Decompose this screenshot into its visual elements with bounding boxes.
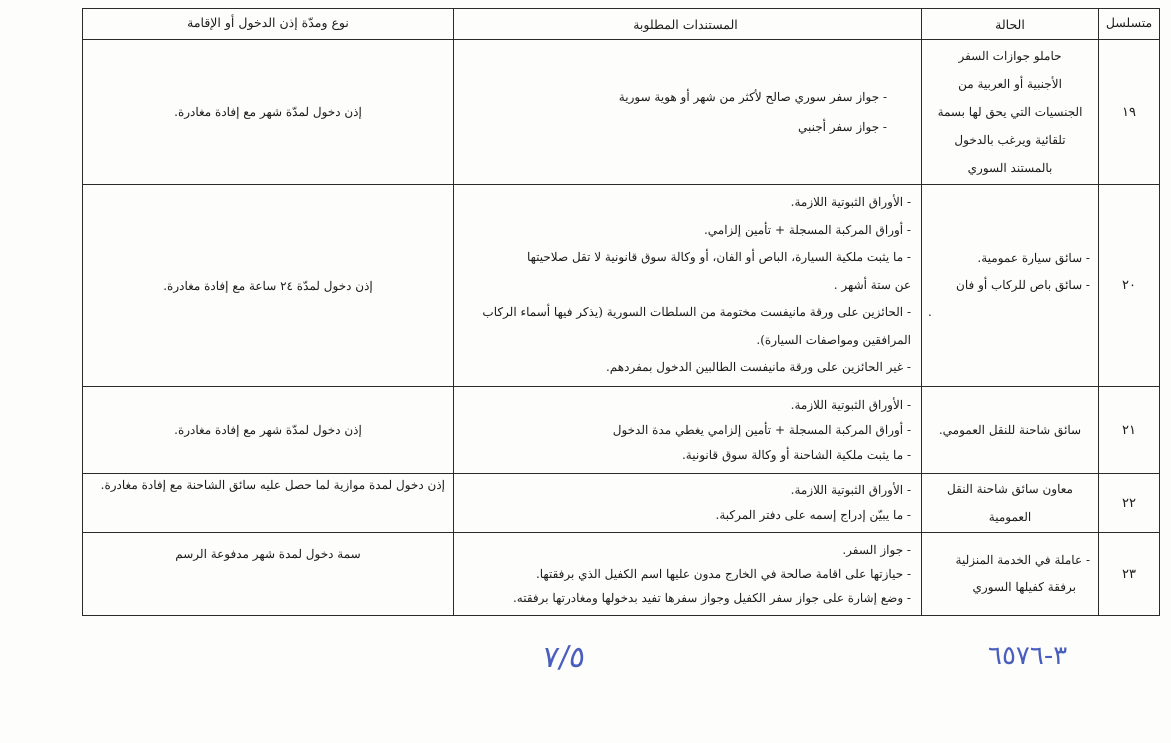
document-item: - ما يثبت ملكية الشاحنة أو وكالة سوق قانونية. <box>681 447 911 462</box>
table-row <box>83 474 1160 533</box>
row-documents <box>454 185 922 387</box>
document-item: - الأوراق الثبوتية اللازمة. <box>790 195 911 210</box>
row-serial: ٢٠ <box>1099 185 1160 387</box>
row-permit: إذن دخول لمدة موازية لما حصل عليه سائق الشاحنة مع إفادة مغادرة. <box>83 474 454 533</box>
row-permit: سمة دخول لمدة شهر مدفوعة الرسم <box>83 533 454 616</box>
row-case <box>922 185 1099 387</box>
case-line: بالمستند السوري <box>967 161 1053 175</box>
document-item: - وضع إشارة على جواز سفر الكفيل وجواز سفرها تفيد بدخولها ومغادرتها برفقته. <box>512 591 911 605</box>
document-item: - الأوراق الثبوتية اللازمة. <box>790 483 911 497</box>
row-documents <box>454 387 922 474</box>
case-line: - سائق سيارة عمومية. <box>977 251 1090 265</box>
document-item: المرافقين ومواصفات السيارة). <box>756 332 911 347</box>
handwritten-note-left: ٧/٥ <box>540 640 588 675</box>
document-item: - جواز السفر. <box>842 543 911 557</box>
document-item: - ما يثبت ملكية السيارة، الباص أو الفان، أو وكالة سوق قانونية لا تقل صلاحيتها <box>526 250 911 265</box>
row-serial: ١٩ <box>1099 40 1160 185</box>
document-item: - ما يبيّن إدراج إسمه على دفتر المركبة. <box>715 508 911 522</box>
table-row <box>83 533 1160 616</box>
document-item: - الحائزين على ورقة مانيفست مختومة من السلطات السورية (يذكر فيها أسماء الركاب <box>482 305 911 320</box>
header-documents: المستندات المطلوبة <box>454 9 922 40</box>
header-permit-type: نوع ومدّة إذن الدخول أو الإقامة <box>83 9 454 40</box>
document-item: - جواز سفر أجنبي <box>798 120 887 134</box>
header-case: الحالة <box>922 9 1099 40</box>
table-row <box>83 40 1160 185</box>
document-item: - جواز سفر سوري صالح لأكثر من شهر أو هوية سورية <box>618 90 887 104</box>
case-line: العمومية <box>988 510 1032 524</box>
row-case <box>922 40 1099 185</box>
case-line: . <box>928 305 932 319</box>
handwritten-note-right: ٣-٦٥٧٦ <box>988 641 1068 671</box>
table-header-row <box>83 9 1160 40</box>
row-permit: إذن دخول لمدّة شهر مع إفادة مغادرة. <box>83 40 454 185</box>
row-serial: ٢٢ <box>1099 474 1160 533</box>
case-line: تلقائية ويرغب بالدخول <box>954 133 1066 147</box>
row-case <box>922 474 1099 533</box>
case-line: معاون سائق شاحنة النقل <box>947 482 1073 496</box>
row-documents <box>454 40 922 185</box>
header-serial: متسلسل <box>1099 9 1160 40</box>
row-documents <box>454 474 922 533</box>
row-permit: إذن دخول لمدّة شهر مع إفادة مغادرة. <box>83 387 454 474</box>
row-case: سائق شاحنة للنقل العمومي. <box>922 387 1099 474</box>
row-permit: إذن دخول لمدّة ٢٤ ساعة مع إفادة مغادرة. <box>83 185 454 387</box>
table-row <box>83 387 1160 474</box>
document-item: - حيازتها على اقامة صالحة في الخارج مدون عليها اسم الكفيل الذي برفقتها. <box>535 567 911 581</box>
row-documents <box>454 533 922 616</box>
case-line: - سائق باص للركاب أو فان <box>956 278 1090 292</box>
document-item: - أوراق المركبة المسجلة + تأمين إلزامي يغطي مدة الدخول <box>612 422 911 437</box>
case-line: الجنسيات التي يحق لها بسمة <box>937 105 1083 119</box>
document-item: - الأوراق الثبوتية اللازمة. <box>790 397 911 412</box>
document-item: عن ستة أشهر . <box>833 277 911 292</box>
case-line: حاملو جوازات السفر <box>958 49 1062 63</box>
row-case <box>922 533 1099 616</box>
document-item: - غير الحائزين على ورقة مانيفست الطالبين الدخول بمفردهم. <box>605 360 911 375</box>
case-line: برفقة كفيلها السوري <box>972 580 1076 594</box>
document-item: - أوراق المركبة المسجلة + تأمين إلزامي. <box>703 222 911 237</box>
row-serial: ٢٣ <box>1099 533 1160 616</box>
table-row <box>83 185 1160 387</box>
case-line: الأجنبية أو العربية من <box>958 77 1062 91</box>
row-serial: ٢١ <box>1099 387 1160 474</box>
requirements-table <box>82 8 1160 616</box>
case-line: - عاملة في الخدمة المنزلية <box>955 553 1090 567</box>
